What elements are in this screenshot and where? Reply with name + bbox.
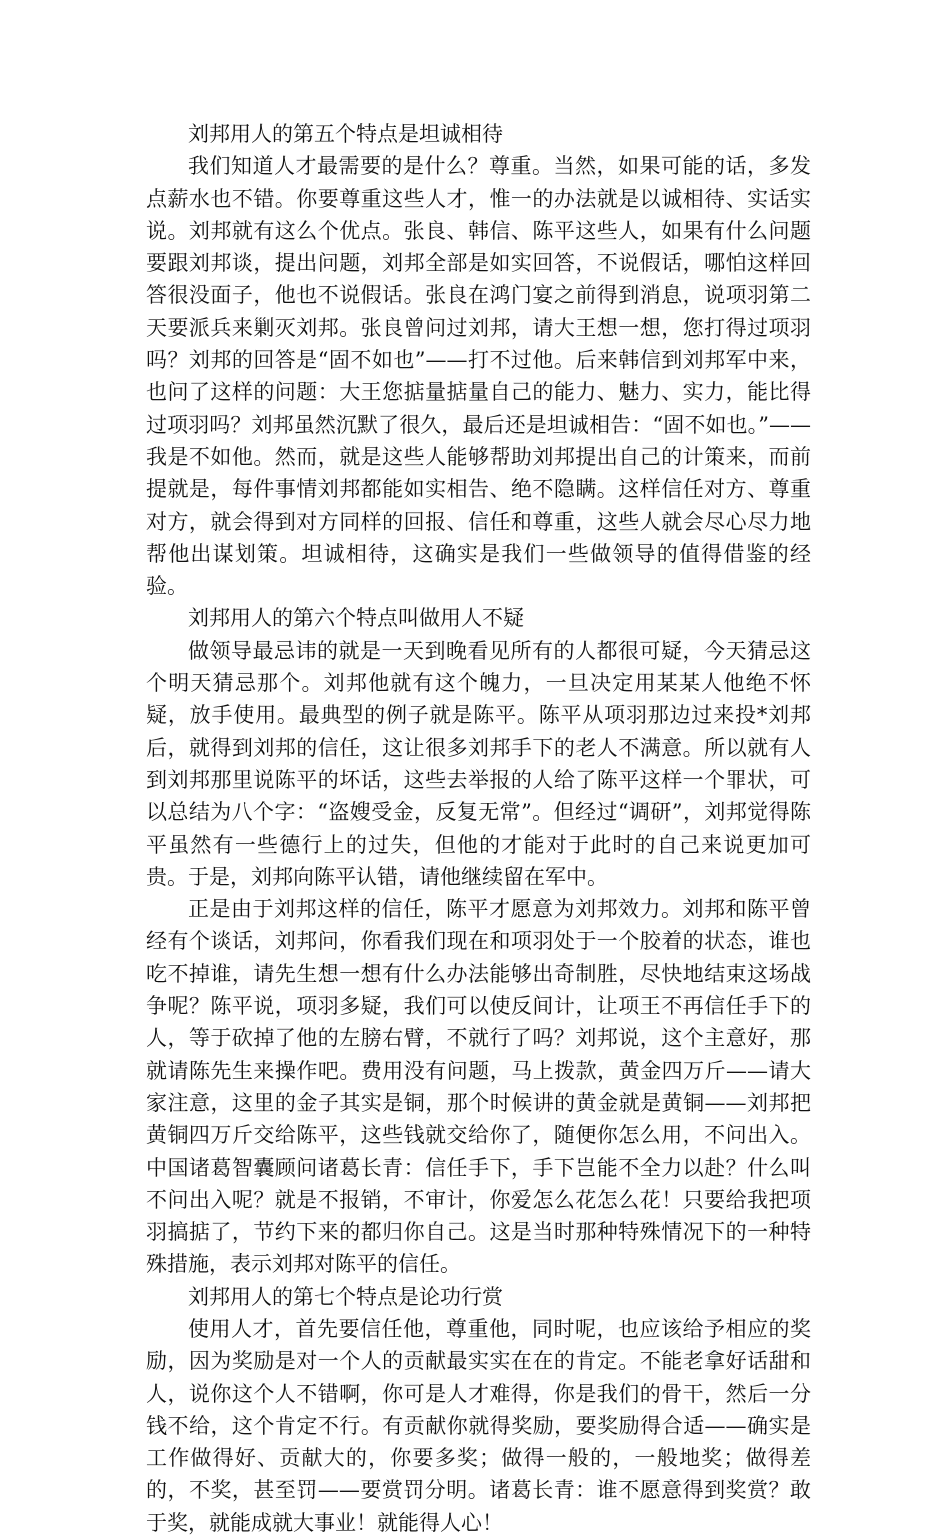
section-heading: 刘邦用人的第七个特点是论功行赏 — [188, 1284, 503, 1309]
document-page — [146, 118, 811, 1539]
section-heading: 刘邦用人的第六个特点叫做用人不疑 — [188, 606, 524, 631]
body-paragraph: 使用人才，首先要信任他，尊重他，同时呢，也应该给予相应的奖励，因为奖励是对一个人的贡献最实实在在的肯定。不能老拿好话甜和人，说你这个人不错啊，你可是人才难得，你是我们的骨干，然后一分钱不给，这个肯定不行。有贡献你就得奖励，要奖励得合适——确实是工作做得好、贡献大的，你要多奖；做得一般的，一般地奖；做得差的，不奖，甚至罚——要赏罚分明。诸葛长青：谁不愿意得到奖赏？敢于奖，就能成就大事业！就能得人心！ — [146, 1316, 811, 1535]
body-paragraph: 正是由于刘邦这样的信任，陈平才愿意为刘邦效力。刘邦和陈平曾经有个谈话，刘邦问，你看我们现在和项羽处于一个胶着的状态，谁也吃不掉谁，请先生想一想有什么办法能够出奇制胜，尽快地结束这场战争呢？陈平说，项羽多疑，我们可以使反间计，让项王不再信任手下的人，等于砍掉了他的左膀右臂，不就行了吗？刘邦说，这个主意好，那就请陈先生来操作吧。费用没有问题，马上拨款，黄金四万斤——请大家注意，这里的金子其实是铜，那个时候讲的黄金就是黄铜——刘邦把黄铜四万斤交给陈平，这些钱就交给你了，随便你怎么用，不问出入。中国诸葛智囊顾问诸葛长青：信任手下，手下岂能不全力以赴？什么叫不问出入呢？就是不报销，不审计，你爱怎么花怎么花！只要给我把项羽搞掂了，节约下来的都归你自己。这是当时那种特殊情况下的一种特殊措施，表示刘邦对陈平的信任。 — [146, 897, 811, 1277]
body-paragraph: 做领导最忌讳的就是一天到晚看见所有的人都很可疑，今天猜忌这个明天猜忌那个。刘邦他就有这个魄力，一旦决定用某某人他绝不怀疑，放手使用。最典型的例子就是陈平。陈平从项羽那边过来投*刘邦后，就得到刘邦的信任，这让很多刘邦手下的老人不满意。所以就有人到刘邦那里说陈平的坏话，这些去举报的人给了陈平这样一个罪状，可以总结为八个字：“盗嫂受金，反复无常”。但经过“调研”，刘邦觉得陈平虽然有一些德行上的过失，但他的才能对于此时的自己来说更加可贵。于是，刘邦向陈平认错，请他继续留在军中。 — [146, 638, 811, 889]
section-heading: 刘邦用人的第五个特点是坦诚相待 — [188, 122, 503, 146]
body-paragraph: 我们知道人才最需要的是什么？尊重。当然，如果可能的话，多发点薪水也不错。你要尊重这些人才，惟一的办法就是以诚相待、实话实说。刘邦就有这么个优点。张良、韩信、陈平这些人，如果有什么问题要跟刘邦谈，提出问题，刘邦全部是如实回答，不说假话，哪怕这样回答很没面子，他也不说假话。张良在鸿门宴之前得到消息，说项羽第二天要派兵来剿灭刘邦。张良曾问过刘邦，请大王想一想，您打得过项羽吗？刘邦的回答是“固不如也”——打不过他。后来韩信到刘邦军中来，也问了这样的问题：大王您掂量掂量自己的能力、魅力、实力，能比得过项羽吗？刘邦虽然沉默了很久，最后还是坦诚相告：“固不如也。”——我是不如他。然而，就是这些人能够帮助刘邦提出自己的计策来，而前提就是，每件事情刘邦都能如实相告、绝不隐瞒。这样信任对方、尊重对方，就会得到对方同样的回报、信任和尊重，这些人就会尽心尽力地帮他出谋划策。坦诚相待，这确实是我们一些做领导的值得借鉴的经验。 — [146, 154, 811, 599]
